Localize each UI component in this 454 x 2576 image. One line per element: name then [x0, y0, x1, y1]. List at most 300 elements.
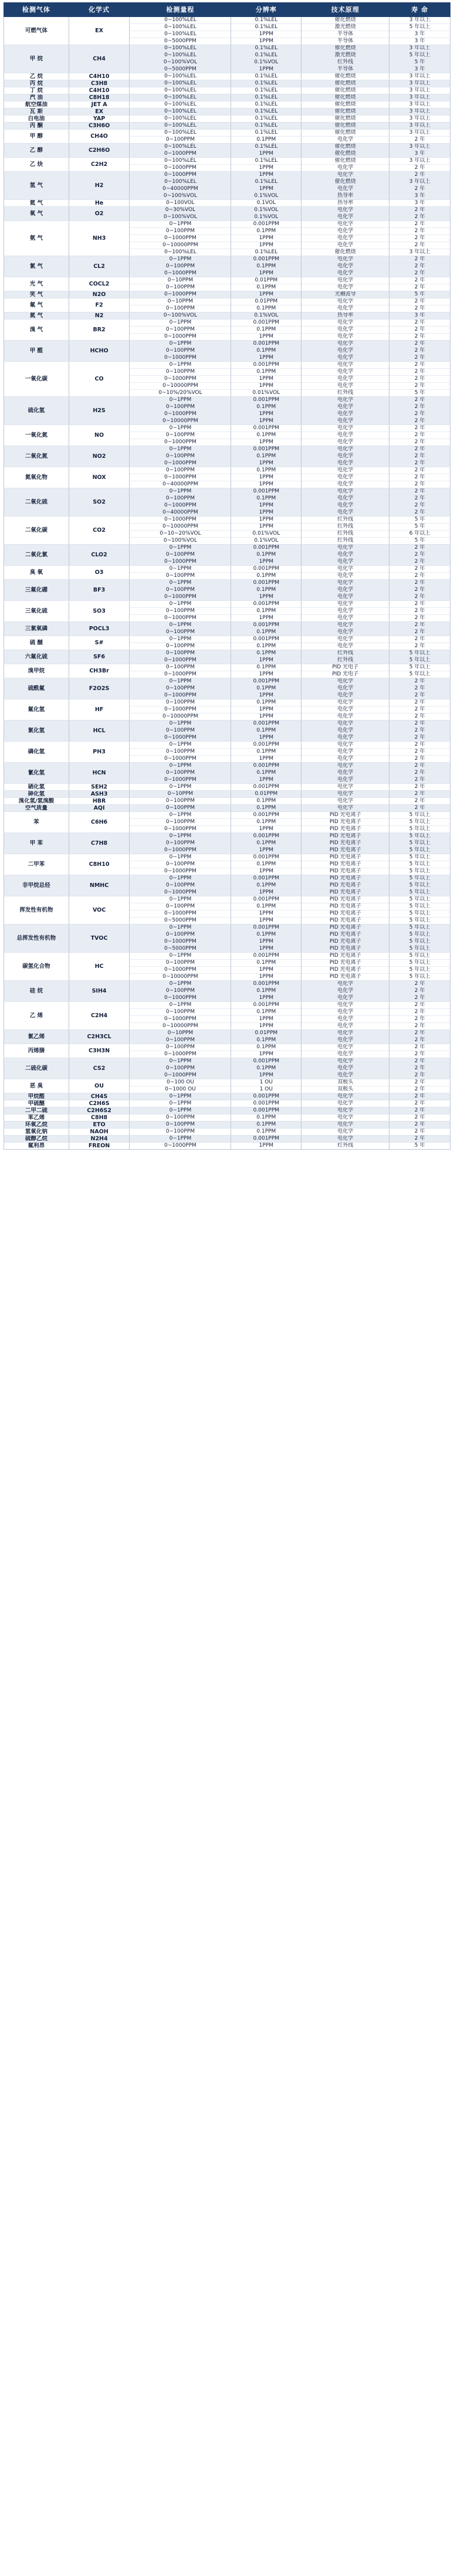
- cell-resolution: [231, 650, 301, 664]
- cell-principle-line: 催化燃烧: [334, 130, 356, 135]
- cell-principle: [301, 833, 389, 854]
- cell-formula: C2H4: [69, 1002, 130, 1030]
- cell-lifetime: [389, 812, 450, 833]
- cell-range: [130, 108, 231, 115]
- cell-range: [130, 1129, 231, 1136]
- cell-gas-name: 甲 醛: [4, 341, 69, 362]
- cell-resolution-line: 1PPM: [231, 889, 301, 896]
- cell-principle-line: 电化学: [301, 417, 389, 424]
- cell-principle-line: 电化学: [301, 1072, 389, 1079]
- cell-range-line: 0~1PPM: [169, 622, 192, 628]
- cell-formula: CO: [69, 362, 130, 397]
- cell-range: [130, 1058, 231, 1079]
- cell-principle: [301, 467, 389, 488]
- cell-resolution-line: 0.1%VOL: [231, 192, 301, 199]
- table-row: [4, 108, 450, 115]
- cell-resolution-line: 0.1PPM: [231, 643, 301, 650]
- table-row: [4, 1122, 450, 1129]
- cell-principle: [301, 87, 389, 94]
- table-row: [4, 545, 450, 566]
- cell-range-line: 0~100PPM: [130, 987, 231, 994]
- table-row: [4, 144, 450, 158]
- cell-lifetime-line: 5 年以上: [389, 931, 450, 938]
- cell-range: [130, 320, 231, 341]
- cell-lifetime-line: 3 年以上: [409, 45, 431, 51]
- cell-lifetime: [389, 650, 450, 664]
- cell-range-line: 0~100PPM: [130, 1065, 231, 1072]
- cell-gas-name: 苯: [4, 812, 69, 833]
- cell-gas-name: 挥发性有机物: [4, 896, 69, 925]
- cell-resolution: [231, 467, 301, 488]
- cell-principle-line: 电化学: [301, 727, 389, 734]
- cell-resolution-line: 0.1PPM: [231, 453, 301, 460]
- cell-resolution: [231, 742, 301, 763]
- table-row: [4, 1058, 450, 1079]
- cell-principle-line: 电化学: [301, 431, 389, 439]
- cell-resolution: [231, 953, 301, 981]
- cell-resolution-line: 1PPM: [259, 1143, 274, 1148]
- cell-range: [130, 158, 231, 172]
- cell-range-line: 0~100%LEL: [130, 178, 231, 185]
- cell-range-line: 0~100PPM: [130, 1036, 231, 1044]
- table-row: [4, 516, 450, 545]
- cell-resolution: [231, 1107, 301, 1114]
- cell-lifetime-line: 2 年: [414, 1002, 425, 1008]
- cell-principle-line: 电化学: [301, 692, 389, 699]
- cell-gas-name: 一氧化氮: [4, 425, 69, 446]
- cell-principle-line: PID 光电离子: [301, 868, 389, 875]
- cell-gas-name: 二硫化碳: [4, 1058, 69, 1079]
- cell-lifetime: [389, 200, 450, 207]
- cell-resolution: [231, 854, 301, 875]
- cell-range: [130, 115, 231, 123]
- cell-lifetime-line: 2 年: [414, 1107, 425, 1113]
- cell-lifetime: [389, 1058, 450, 1079]
- cell-range-line: 0~100PPM: [130, 931, 231, 938]
- cell-range-line: 0~10PPM: [167, 1030, 194, 1036]
- cell-range-line: 0~100%LEL: [164, 130, 196, 135]
- cell-resolution-line: 0.1%LEL: [231, 23, 301, 30]
- table-row: [4, 87, 450, 94]
- cell-lifetime-line: 5 年以上: [389, 945, 450, 952]
- cell-lifetime-line: 5 年以上: [389, 671, 450, 678]
- cell-range: [130, 925, 231, 953]
- cell-range-line: 0~40000PPM: [130, 509, 231, 516]
- cell-resolution: [231, 277, 301, 291]
- cell-principle-line: 红外线: [337, 1143, 354, 1148]
- cell-range-line: 0~10PPM: [167, 298, 194, 304]
- cell-principle-line: 半导体: [301, 66, 389, 73]
- cell-range-line: 0~1PPM: [169, 742, 192, 747]
- cell-resolution: [231, 622, 301, 636]
- cell-range-line: 0~100PPM: [165, 805, 195, 811]
- cell-lifetime-line: 2 年: [389, 748, 450, 755]
- cell-gas-name: 氰化氢: [4, 763, 69, 784]
- cell-range: [130, 763, 231, 784]
- cell-principle-line: 电化学: [301, 734, 389, 741]
- table-row: [4, 854, 450, 875]
- cell-lifetime-line: 2 年: [414, 1114, 425, 1120]
- cell-range-line: 0~1000PPM: [130, 235, 231, 242]
- cell-resolution: [231, 94, 301, 101]
- cell-gas-name: 二氧化氯: [4, 545, 69, 566]
- cell-range-line: 0~1PPM: [169, 256, 192, 262]
- cell-range: [130, 1002, 231, 1030]
- cell-resolution-line: 0.1PPM: [256, 1129, 276, 1134]
- cell-principle-line: 热导率: [301, 192, 389, 199]
- cell-lifetime-line: 2 年: [414, 488, 425, 494]
- cell-range-line: 0~1000PPM: [130, 474, 231, 481]
- cell-resolution-line: 0.001PPM: [253, 1100, 280, 1106]
- cell-resolution-line: 0.1%LEL: [231, 52, 301, 59]
- table-row: [4, 101, 450, 108]
- table-row: [4, 1136, 450, 1143]
- cell-lifetime-line: 2 年: [389, 481, 450, 488]
- cell-lifetime-line: 2 年: [414, 1079, 425, 1085]
- cell-range-line: 0~1PPM: [169, 1107, 192, 1113]
- cell-range-line: 0~1000PPM: [130, 460, 231, 467]
- cell-formula: N2H4: [69, 1136, 130, 1143]
- cell-formula: NO: [69, 425, 130, 446]
- cell-gas-name: 氦 气: [4, 200, 69, 207]
- cell-gas-name: 乙 烷: [4, 73, 69, 80]
- cell-range-line: 0~100PPM: [130, 403, 231, 410]
- cell-formula: C8H18: [69, 94, 130, 101]
- cell-range-line: 0~100PPM: [130, 431, 231, 439]
- cell-range: [130, 45, 231, 73]
- cell-principle-line: PID 光电子: [332, 664, 359, 670]
- cell-range: [130, 1030, 231, 1044]
- cell-lifetime-line: 2 年: [414, 207, 425, 213]
- cell-resolution: [231, 791, 301, 798]
- cell-resolution-line: 1PPM: [231, 692, 301, 699]
- cell-resolution-line: 0.1VOL: [256, 200, 276, 206]
- cell-resolution: [231, 87, 301, 94]
- cell-lifetime-line: 2 年: [389, 354, 450, 361]
- cell-formula: F2O2S: [69, 678, 130, 699]
- cell-principle-line: 催化燃烧: [301, 178, 389, 185]
- cell-lifetime-line: 2 年: [389, 727, 450, 734]
- cell-formula: C7H8: [69, 833, 130, 854]
- cell-lifetime-line: 3 年以上: [409, 130, 431, 135]
- cell-formula: JET A: [69, 101, 130, 108]
- cell-formula: C2H2: [69, 158, 130, 172]
- cell-gas-name: 氯化氢: [4, 721, 69, 742]
- cell-lifetime: [389, 636, 450, 650]
- cell-range-line: 0~1000PPM: [130, 1015, 231, 1022]
- cell-range-line: 0~1000PPM: [130, 868, 231, 875]
- cell-resolution-line: 0.001PPM: [253, 875, 280, 881]
- cell-principle-line: 红外线: [301, 389, 389, 396]
- cell-resolution-line: 1PPM: [259, 516, 274, 522]
- cell-resolution-line: 1PPM: [231, 614, 301, 621]
- table-row: [4, 298, 450, 312]
- table-row: [4, 833, 450, 854]
- cell-resolution: [231, 721, 301, 742]
- cell-principle-line: PID 光电离子: [301, 882, 389, 889]
- cell-formula: BR2: [69, 320, 130, 341]
- cell-lifetime-line: 2 年: [389, 347, 450, 354]
- cell-principle: [301, 1030, 389, 1044]
- cell-lifetime: [389, 341, 450, 362]
- table-row: [4, 763, 450, 784]
- cell-principle-line: PID 光电离子: [329, 875, 361, 881]
- cell-resolution: [231, 207, 301, 221]
- cell-lifetime: [389, 664, 450, 678]
- cell-resolution-line: 0.1PPM: [231, 368, 301, 375]
- cell-range-line: 0~1000PPM: [130, 270, 231, 277]
- cell-range-line: 0~1000PPM: [130, 164, 231, 171]
- cell-lifetime-line: 2 年: [389, 1072, 450, 1079]
- cell-principle-line: PID 光电离子: [301, 889, 389, 896]
- cell-range-line: 0~100PPM: [130, 347, 231, 354]
- cell-range-line: 0~1000PPM: [130, 889, 231, 896]
- cell-lifetime-line: 5 年以上: [389, 818, 450, 825]
- cell-range-line: 0~100PPM: [130, 818, 231, 825]
- cell-gas-name: 乙 炔: [4, 158, 69, 172]
- cell-resolution-line: 0.1PPM: [231, 1065, 301, 1072]
- table-row: [4, 221, 450, 256]
- cell-formula: VOC: [69, 896, 130, 925]
- cell-range-line: 0~100%LEL: [130, 52, 231, 59]
- cell-range: [130, 601, 231, 622]
- cell-resolution-line: 0.1PPM: [256, 1044, 276, 1050]
- cell-principle-line: 电化学: [301, 474, 389, 481]
- cell-formula: C3H8: [69, 80, 130, 87]
- cell-resolution-line: 1PPM: [231, 755, 301, 762]
- cell-principle: [301, 123, 389, 130]
- cell-principle-line: 电化学: [301, 607, 389, 614]
- cell-range: [130, 896, 231, 925]
- cell-resolution-line: 0.1%VOL: [231, 213, 301, 220]
- cell-resolution-line: 1PPM: [231, 481, 301, 488]
- cell-principle-line: PID 光电离子: [301, 931, 389, 938]
- cell-range-line: 0~1PPM: [169, 763, 192, 769]
- cell-lifetime: [389, 1079, 450, 1093]
- cell-principle-line: 电化学: [301, 1065, 389, 1072]
- cell-resolution: [231, 45, 301, 73]
- cell-range-line: 0~5000PPM: [130, 945, 231, 952]
- cell-resolution-line: 0.1%LEL: [255, 144, 278, 149]
- cell-principle: [301, 277, 389, 291]
- cell-principle: [301, 320, 389, 341]
- cell-resolution: [231, 636, 301, 650]
- cell-principle: [301, 516, 389, 545]
- cell-range: [130, 1079, 231, 1093]
- table-row: [4, 1002, 450, 1030]
- cell-lifetime: [389, 467, 450, 488]
- cell-lifetime: [389, 580, 450, 601]
- cell-resolution-line: 1PPM: [231, 410, 301, 417]
- cell-range-line: 0~100PPM: [165, 650, 195, 656]
- cell-range: [130, 362, 231, 397]
- cell-resolution-line: 0.1%LEL: [255, 17, 278, 23]
- cell-principle: [301, 158, 389, 172]
- cell-range-line: 0~1000PPM: [130, 1072, 231, 1079]
- cell-lifetime-line: 2 年: [389, 453, 450, 460]
- cell-range: [130, 742, 231, 763]
- cell-principle-line: 电化学: [301, 614, 389, 621]
- cell-principle: [301, 73, 389, 80]
- cell-range-line: 0~1PPM: [169, 601, 192, 607]
- cell-resolution-line: 1PPM: [231, 1051, 301, 1058]
- cell-principle-line: PID 光电离子: [329, 854, 361, 860]
- cell-range-line: 0~1000PPM: [130, 706, 231, 713]
- cell-gas-name: 笑 气: [4, 291, 69, 298]
- cell-gas-name: 磷化氢: [4, 742, 69, 763]
- cell-lifetime-line: 5 年以上: [409, 664, 431, 670]
- table-row: [4, 580, 450, 601]
- cell-principle: [301, 115, 389, 123]
- cell-resolution-line: 0.001PPM: [253, 256, 280, 262]
- cell-lifetime-line: 2 年: [414, 1122, 425, 1127]
- cell-lifetime: [389, 798, 450, 805]
- cell-principle-line: 电化学: [301, 481, 389, 488]
- cell-principle-line: 电化学: [301, 706, 389, 713]
- cell-gas-name: 甲硫醚: [4, 1100, 69, 1107]
- table-row: [4, 207, 450, 221]
- cell-lifetime: [389, 784, 450, 791]
- cell-resolution: [231, 1100, 301, 1107]
- cell-lifetime-line: 5 年以上: [389, 959, 450, 966]
- cell-resolution-line: 0.1PPM: [231, 326, 301, 333]
- cell-range: [130, 144, 231, 158]
- cell-lifetime: [389, 678, 450, 699]
- cell-gas-name: 丙 烷: [4, 80, 69, 87]
- cell-range-line: 0~100PPM: [165, 664, 195, 670]
- cell-lifetime-line: 5 年: [389, 59, 450, 66]
- cell-formula: SIH4: [69, 981, 130, 1002]
- cell-principle-line: PID 光电离子: [329, 896, 361, 902]
- cell-resolution: [231, 341, 301, 362]
- table-row: [4, 256, 450, 277]
- cell-lifetime-line: 5 年以上: [389, 52, 450, 59]
- cell-gas-name: 硅 烷: [4, 981, 69, 1002]
- table-row: [4, 812, 450, 833]
- cell-gas-name: 氧 气: [4, 207, 69, 221]
- cell-range: [130, 256, 231, 277]
- cell-principle: [301, 812, 389, 833]
- cell-lifetime-line: 2 年: [414, 425, 425, 431]
- cell-gas-name: 氟利昂: [4, 1143, 69, 1150]
- table-row: [4, 1129, 450, 1136]
- cell-principle: [301, 200, 389, 207]
- cell-range-line: 0~1PPM: [169, 981, 192, 987]
- table-row: [4, 312, 450, 320]
- cell-principle-line: 电化学: [301, 347, 389, 354]
- cell-lifetime-line: 5 年以上: [409, 925, 431, 930]
- cell-gas-name: 硫化氢: [4, 397, 69, 425]
- cell-principle-line: 电化学: [337, 580, 354, 586]
- cell-resolution-line: 0.1PPM: [231, 403, 301, 410]
- cell-principle-line: 电化学: [337, 256, 354, 262]
- cell-lifetime: [389, 73, 450, 80]
- cell-resolution-line: 0.1%LEL: [255, 94, 278, 100]
- cell-lifetime-line: 5 年以上: [389, 889, 450, 896]
- cell-range-line: 0~100%LEL: [164, 80, 196, 86]
- cell-formula: SEH2: [69, 784, 130, 791]
- table-body: [4, 17, 450, 1150]
- cell-resolution-line: 1PPM: [231, 910, 301, 917]
- cell-formula: EX: [69, 108, 130, 115]
- cell-range: [130, 784, 231, 791]
- cell-resolution: [231, 798, 301, 805]
- header-lifetime: 寿 命: [389, 3, 450, 17]
- cell-resolution-line: 0.01%VOL: [231, 530, 301, 537]
- cell-lifetime-line: 2 年: [389, 235, 450, 242]
- cell-resolution-line: 1PPM: [231, 502, 301, 509]
- cell-lifetime-line: 5 年以上: [389, 868, 450, 875]
- cell-principle-line: 电化学: [337, 207, 354, 213]
- cell-formula: FREON: [69, 1143, 130, 1150]
- cell-range: [130, 298, 231, 312]
- cell-principle-line: PID 光电离子: [329, 953, 361, 959]
- table-row: [4, 784, 450, 791]
- cell-principle: [301, 664, 389, 678]
- cell-lifetime-line: 2 年: [414, 298, 425, 304]
- cell-lifetime-line: 2 年: [389, 263, 450, 270]
- cell-range-line: 0~100PPM: [130, 643, 231, 650]
- cell-lifetime: [389, 1100, 450, 1107]
- cell-principle-line: 电化学: [301, 439, 389, 446]
- cell-gas-name: 溴化氢/氢溴酸: [4, 798, 69, 805]
- cell-lifetime-line: 5 年以上: [409, 833, 431, 839]
- cell-resolution-line: 0.001PPM: [253, 896, 280, 902]
- cell-range-line: 0~100PPM: [130, 453, 231, 460]
- cell-gas-name: 三氟化硼: [4, 580, 69, 601]
- cell-principle-line: PID 光电离子: [301, 825, 389, 832]
- cell-resolution-line: 0.001PPM: [253, 742, 280, 747]
- cell-principle: [301, 1058, 389, 1079]
- cell-range-line: 0~100PPM: [165, 1044, 195, 1050]
- cell-range: [130, 1107, 231, 1114]
- cell-lifetime: [389, 277, 450, 291]
- cell-lifetime-line: 5 年以上: [409, 650, 431, 656]
- cell-resolution: [231, 1122, 301, 1129]
- cell-principle-line: 催化燃烧: [334, 73, 356, 79]
- cell-principle: [301, 854, 389, 875]
- cell-range-line: 0~10000PPM: [130, 1022, 231, 1029]
- cell-range-line: 0~100PPM: [165, 1122, 195, 1127]
- cell-resolution-line: 1PPM: [231, 270, 301, 277]
- cell-principle-line: 催化燃烧: [334, 158, 356, 164]
- cell-resolution-line: 0.001PPM: [253, 545, 280, 550]
- cell-resolution-line: 0.1PPM: [231, 840, 301, 847]
- cell-lifetime-line: 2 年: [389, 368, 450, 375]
- cell-lifetime-line: 2 年: [389, 987, 450, 994]
- cell-principle-line: 催化燃烧: [334, 17, 356, 23]
- cell-lifetime-line: 3 年: [414, 312, 425, 318]
- table-row: [4, 362, 450, 397]
- cell-range-line: 0~40000PPM: [130, 185, 231, 192]
- cell-principle-line: 催化燃烧: [334, 144, 356, 149]
- table-row: [4, 1114, 450, 1122]
- cell-gas-name: 汽 油: [4, 94, 69, 101]
- cell-resolution-line: 0.1PPM: [231, 586, 301, 593]
- cell-lifetime: [389, 763, 450, 784]
- cell-principle-line: 电化学: [301, 263, 389, 270]
- cell-range-line: 0~100%LEL: [164, 123, 196, 128]
- cell-lifetime: [389, 699, 450, 721]
- cell-formula: HBR: [69, 798, 130, 805]
- cell-range-line: 0~1000PPM: [130, 825, 231, 832]
- cell-lifetime-line: 2 年: [389, 439, 450, 446]
- cell-range: [130, 123, 231, 130]
- cell-lifetime: [389, 115, 450, 123]
- cell-lifetime: [389, 516, 450, 545]
- cell-formula: SF6: [69, 650, 130, 664]
- cell-lifetime-line: 2 年: [389, 326, 450, 333]
